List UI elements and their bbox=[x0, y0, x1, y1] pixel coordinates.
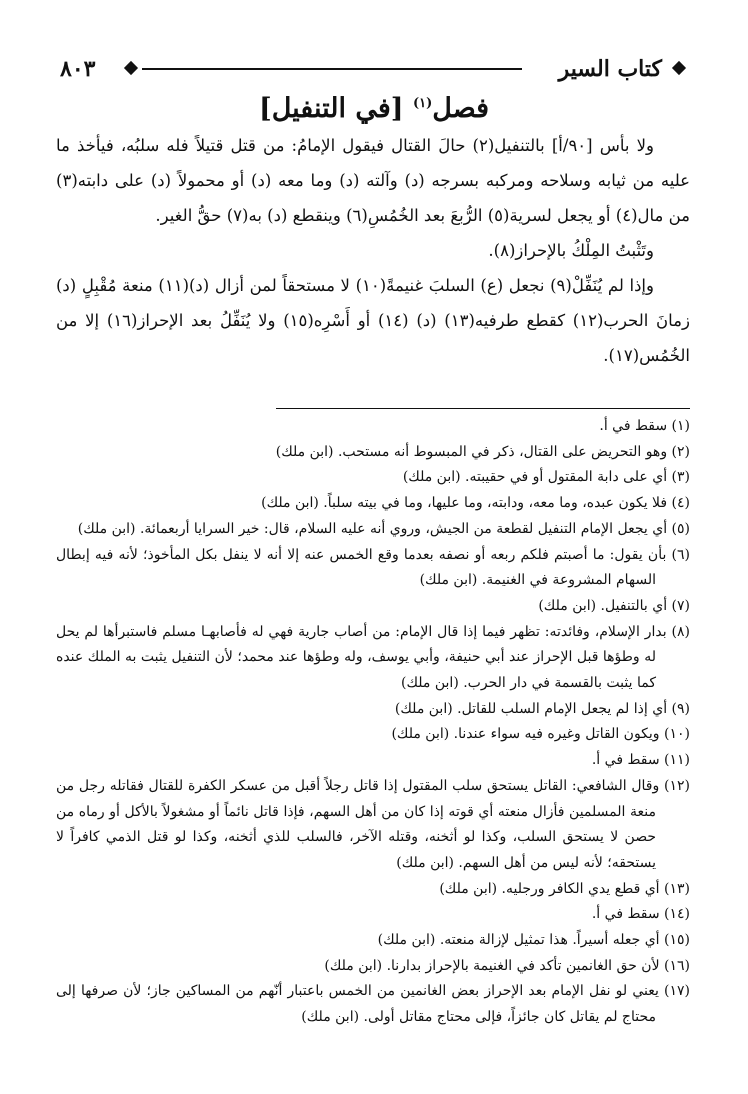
footnote: (٨) بدار الإسلام، وفائدته: تظهر فيما إذا قال الإمام: من أصاب جارية فهي له فأصابهـا مسلم فاستبرأها لم يحل له وطؤها قبل الإحراز عند أبي حنيفة، وأبي يوسف، وله وطؤها عند محمد؛ لأن التنفيل يثبت به الملك عنده كما يثبت بالقسمة في دار الحرب. (ابن ملك) bbox=[56, 623, 690, 692]
footnote: (١٠) ويكون القاتل وغيره فيه سواء عندنا. (ابن ملك) bbox=[391, 726, 690, 743]
paragraph: وإذا لم يُنَفِّلْ(٩) نجعل (ع) السلبَ غنيمةً(١٠) لا مستحقاً لمن أزال (د)(١١) منعة مُقْبِلٍ (د) زمانَ الحرب(١٢) كقطع طرفيه(١٣) (د) (١٤) أو أَسْرِه(١٥) ولا يُنَفِّلُ بعد الإحراز(١٦) إلا من الخُمُس(١٧). bbox=[56, 276, 690, 365]
section-title-word: فصل bbox=[432, 93, 490, 124]
footnote: (١١) سقط في أ. bbox=[591, 752, 690, 769]
header-rule bbox=[142, 68, 522, 70]
diamond-ornament-icon bbox=[672, 61, 686, 75]
paragraph: وتَثْبتُ المِلْكُ بالإحراز(٨). bbox=[488, 241, 654, 260]
footnote-separator bbox=[276, 408, 690, 409]
footnote: (٥) أي يجعل الإمام التنفيل لقطعة من الجيش، وروي أنه عليه السلام، قال: خير السرايا أربعمائة. (ابن ملك) bbox=[77, 520, 690, 537]
section-title-footnote-mark: (١) bbox=[412, 96, 433, 111]
page-number: ٨٠٣ bbox=[60, 56, 96, 82]
footnote: (٧) أي بالتنفيل. (ابن ملك) bbox=[538, 597, 690, 614]
footnote: (٦) بأن يقول: ما أصبتم فلكم ربعه أو نصفه بعدما وقع الخمس عنه إلا أنه لا ينفل بكل المأخوذ؛ لأنه فيه إبطال السهام المشروعة في الغنيمة. (ابن ملك) bbox=[56, 546, 690, 589]
footnote: (٩) أي إذا لم يجعل الإمام السلب للقاتل. (ابن ملك) bbox=[394, 700, 690, 717]
footnote: (٢) وهو التحريض على القتال، ذكر في المبسوط أنه مستحب. (ابن ملك) bbox=[275, 443, 690, 460]
paragraph: ولا بأس [٩٠/أ] بالتنفيل(٢) حالَ القتال فيقول الإمامُ: من قتل قتيلاً فله سلبُه، فيأخذ ما عليه من ثيابه وسلاحه ومركبه بسرجه (د) وآلته (د) وما معه (د) أو محمولاً (د) على دابته(٣) من مال(٤) أو يجعل لسرية(٥) الرُّبعَ بعد الخُمُسِ(٦) وينقطع (د) به(٧) حقُّ الغير. bbox=[56, 136, 690, 225]
footnote: (٤) فلا يكون عبده، وما معه، ودابته، وما عليها، وما في بيته سلباً. (ابن ملك) bbox=[261, 495, 690, 512]
footnotes bbox=[56, 414, 690, 1031]
section-title-bracket: [في التنفيل] bbox=[258, 93, 404, 124]
footnote: (١٥) أي جعله أسيراً. هذا تمثيل لإزالة منعته. (ابن ملك) bbox=[377, 932, 690, 949]
footnote: (٣) أي على دابة المقتول أو في حقيبته. (ابن ملك) bbox=[402, 469, 690, 486]
main-text bbox=[56, 128, 690, 373]
footnote: (١٦) لأن حق الغانمين تأكد في الغنيمة بالإحراز بدارنا. (ابن ملك) bbox=[324, 957, 690, 974]
footnote: (١٤) سقط في أ. bbox=[591, 906, 690, 923]
diamond-ornament-icon bbox=[124, 61, 138, 75]
running-header bbox=[60, 54, 690, 84]
footnote: (١٧) يعني لو نفل الإمام بعد الإحراز بعض الغانمين من الخمس باعتبار أنّهم من المساكين جاز؛ لأن صرفها إلى محتاج لم يقاتل كان جائزاً، فإلى محتاج مقاتل أولى. (ابن ملك) bbox=[56, 983, 690, 1026]
footnote: (١٣) أي قطع يدي الكافر ورجليه. (ابن ملك) bbox=[439, 880, 690, 897]
footnote: (١) سقط في أ. bbox=[599, 418, 690, 434]
footnote: (١٢) وقال الشافعي: القاتل يستحق سلب المقتول إذا قاتل رجلاً أقبل من عسكر الكفرة للقتال فقاتله رجل من منعة المسلمين فأزال منعته أي قوته إذا كان من أهل السهم، فإذا قاتل نائماً أو مشغولاً بالأكل أو رماه من حصن لا يستحق السلب، وكذا لو أثخنه، وقتله الآخر، فالسلب للذي أثخنه، وكذا لو قتل الذمي كافراً لا يستحقه؛ لأنه ليس من أهل السهم. (ابن ملك) bbox=[56, 777, 690, 871]
book-title: كتاب السير bbox=[558, 56, 662, 82]
section-title bbox=[0, 84, 748, 129]
